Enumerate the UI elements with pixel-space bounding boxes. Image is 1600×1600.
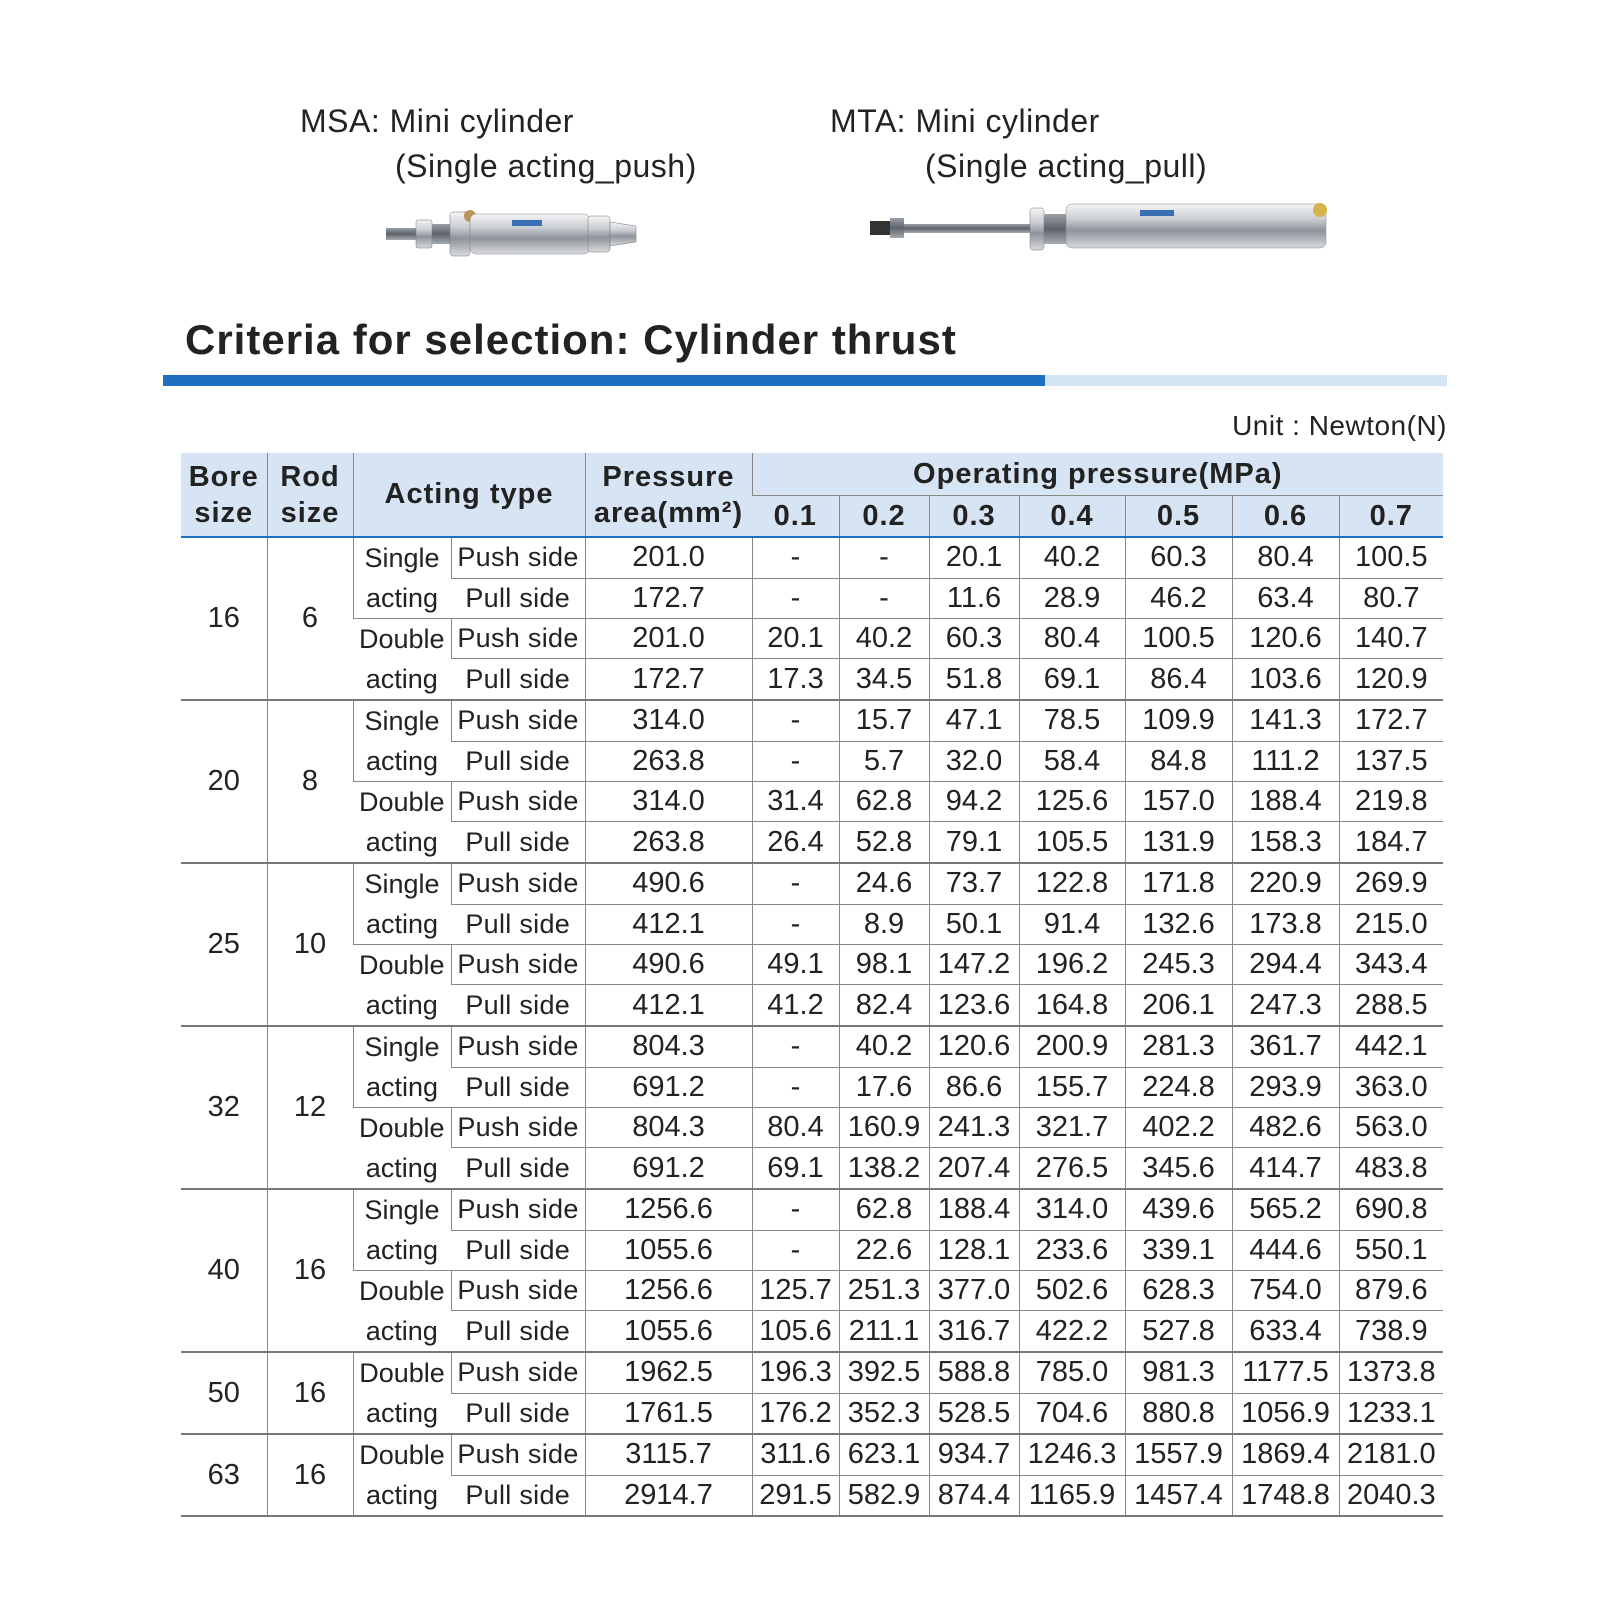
thrust-value-cell: 8.9: [839, 904, 929, 945]
pressure-area-cell: 412.1: [585, 985, 752, 1026]
table-row: [181, 700, 1443, 741]
thrust-value-cell: 80.4: [1019, 619, 1125, 659]
side-cell: Push side: [451, 863, 585, 904]
acting-type-cell: Single acting: [353, 863, 451, 945]
thrust-value-cell: 1177.5: [1232, 1352, 1339, 1393]
pressure-area-cell: 3115.7: [585, 1434, 752, 1475]
product-subtitle: (Single acting_pull): [925, 148, 1208, 184]
side-cell: Pull side: [451, 578, 585, 619]
table-row: [181, 782, 1443, 822]
acting-type-cell: Double acting: [353, 1434, 451, 1516]
product-caption-mta: [830, 103, 1207, 185]
thrust-value-cell: 247.3: [1232, 985, 1339, 1026]
pressure-area-cell: 2914.7: [585, 1475, 752, 1516]
header-acting-type: Acting type: [353, 453, 585, 537]
acting-type-cell: Single acting: [353, 700, 451, 782]
acting-type-cell: Double acting: [353, 1352, 451, 1434]
thrust-value-cell: 157.0: [1125, 782, 1232, 822]
acting-type-cell: Double acting: [353, 1108, 451, 1190]
thrust-value-cell: 34.5: [839, 659, 929, 700]
side-cell: Push side: [451, 1352, 585, 1393]
thrust-value-cell: 132.6: [1125, 904, 1232, 945]
thrust-value-cell: 69.1: [752, 1148, 839, 1189]
thrust-value-cell: 233.6: [1019, 1230, 1125, 1271]
side-cell: Pull side: [451, 904, 585, 945]
thrust-value-cell: 32.0: [929, 741, 1019, 782]
thrust-value-cell: 582.9: [839, 1475, 929, 1516]
thrust-value-cell: 5.7: [839, 741, 929, 782]
bore-size-cell: 32: [181, 1026, 267, 1189]
acting-type-cell: Double acting: [353, 782, 451, 864]
thrust-value-cell: 86.4: [1125, 659, 1232, 700]
thrust-value-cell: 291.5: [752, 1475, 839, 1516]
thrust-value-cell: 120.9: [1339, 659, 1443, 700]
thrust-value-cell: 220.9: [1232, 863, 1339, 904]
rod-size-cell: 16: [267, 1434, 353, 1516]
thrust-value-cell: 122.8: [1019, 863, 1125, 904]
thrust-value-cell: 281.3: [1125, 1026, 1232, 1067]
header-pressure-0.7: 0.7: [1339, 496, 1443, 538]
thrust-value-cell: 60.3: [1125, 537, 1232, 578]
thrust-value-cell: 109.9: [1125, 700, 1232, 741]
thrust-value-cell: 874.4: [929, 1475, 1019, 1516]
thrust-value-cell: 80.4: [1232, 537, 1339, 578]
pressure-area-cell: 1256.6: [585, 1271, 752, 1311]
thrust-value-cell: 316.7: [929, 1311, 1019, 1352]
thrust-value-cell: 704.6: [1019, 1393, 1125, 1434]
table-row: [181, 863, 1443, 904]
side-cell: Push side: [451, 619, 585, 659]
thrust-value-cell: 62.8: [839, 782, 929, 822]
pressure-area-cell: 1055.6: [585, 1311, 752, 1352]
thrust-value-cell: 311.6: [752, 1434, 839, 1475]
rod-size-cell: 10: [267, 863, 353, 1026]
table-row: [181, 1026, 1443, 1067]
thrust-value-cell: 528.5: [929, 1393, 1019, 1434]
thrust-value-cell: 880.8: [1125, 1393, 1232, 1434]
thrust-value-cell: 84.8: [1125, 741, 1232, 782]
thrust-value-cell: 100.5: [1339, 537, 1443, 578]
thrust-value-cell: 293.9: [1232, 1067, 1339, 1108]
table-row: [181, 619, 1443, 659]
thrust-value-cell: -: [839, 578, 929, 619]
bore-size-cell: 40: [181, 1189, 267, 1352]
thrust-value-cell: 140.7: [1339, 619, 1443, 659]
thrust-value-cell: 73.7: [929, 863, 1019, 904]
thrust-value-cell: 200.9: [1019, 1026, 1125, 1067]
thrust-value-cell: 164.8: [1019, 985, 1125, 1026]
thrust-value-cell: 94.2: [929, 782, 1019, 822]
thrust-value-cell: 15.7: [839, 700, 929, 741]
thrust-value-cell: 934.7: [929, 1434, 1019, 1475]
thrust-value-cell: 69.1: [1019, 659, 1125, 700]
side-cell: Push side: [451, 537, 585, 578]
thrust-value-cell: 86.6: [929, 1067, 1019, 1108]
thrust-value-cell: 392.5: [839, 1352, 929, 1393]
thrust-value-cell: 24.6: [839, 863, 929, 904]
thrust-value-cell: 1869.4: [1232, 1434, 1339, 1475]
thrust-value-cell: 224.8: [1125, 1067, 1232, 1108]
header-bore-size: Bore size: [181, 453, 267, 537]
thrust-value-cell: 46.2: [1125, 578, 1232, 619]
side-cell: Pull side: [451, 985, 585, 1026]
thrust-value-cell: 206.1: [1125, 985, 1232, 1026]
header-rod-size: Rod size: [267, 453, 353, 537]
thrust-value-cell: 105.5: [1019, 822, 1125, 863]
thrust-value-cell: 294.4: [1232, 945, 1339, 985]
rod-size-cell: 16: [267, 1189, 353, 1352]
thrust-value-cell: 40.2: [839, 619, 929, 659]
acting-type-cell: Single acting: [353, 537, 451, 619]
thrust-value-cell: 422.2: [1019, 1311, 1125, 1352]
thrust-value-cell: 158.3: [1232, 822, 1339, 863]
thrust-value-cell: 527.8: [1125, 1311, 1232, 1352]
acting-type-cell: Double acting: [353, 1271, 451, 1353]
thrust-value-cell: 276.5: [1019, 1148, 1125, 1189]
thrust-value-cell: 1373.8: [1339, 1352, 1443, 1393]
thrust-value-cell: 343.4: [1339, 945, 1443, 985]
thrust-value-cell: 20.1: [752, 619, 839, 659]
thrust-value-cell: 482.6: [1232, 1108, 1339, 1148]
thrust-value-cell: 58.4: [1019, 741, 1125, 782]
side-cell: Pull side: [451, 1311, 585, 1352]
thrust-value-cell: 288.5: [1339, 985, 1443, 1026]
thrust-value-cell: 184.7: [1339, 822, 1443, 863]
table-row: [181, 1352, 1443, 1393]
thrust-value-cell: 1056.9: [1232, 1393, 1339, 1434]
pressure-area-cell: 804.3: [585, 1108, 752, 1148]
thrust-value-cell: 78.5: [1019, 700, 1125, 741]
thrust-value-cell: 483.8: [1339, 1148, 1443, 1189]
thrust-value-cell: 550.1: [1339, 1230, 1443, 1271]
msa-cylinder-image: [384, 200, 654, 270]
thrust-value-cell: 241.3: [929, 1108, 1019, 1148]
acting-type-cell: Single acting: [353, 1026, 451, 1108]
thrust-value-cell: 690.8: [1339, 1189, 1443, 1230]
bore-size-cell: 63: [181, 1434, 267, 1516]
header-pressure-0.4: 0.4: [1019, 496, 1125, 538]
rod-size-cell: 12: [267, 1026, 353, 1189]
thrust-value-cell: 47.1: [929, 700, 1019, 741]
thrust-value-cell: 563.0: [1339, 1108, 1443, 1148]
thrust-value-cell: 173.8: [1232, 904, 1339, 945]
side-cell: Pull side: [451, 1393, 585, 1434]
thrust-value-cell: 785.0: [1019, 1352, 1125, 1393]
thrust-value-cell: 82.4: [839, 985, 929, 1026]
unit-label: Unit : Newton(N): [1232, 410, 1447, 441]
cylinder-thrust-table: [181, 453, 1443, 1517]
side-cell: Pull side: [451, 741, 585, 782]
side-cell: Push side: [451, 1108, 585, 1148]
thrust-value-cell: 20.1: [929, 537, 1019, 578]
product-subtitle: (Single acting_push): [395, 148, 697, 184]
thrust-value-cell: -: [752, 1067, 839, 1108]
table-row: [181, 1271, 1443, 1311]
thrust-value-cell: 62.8: [839, 1189, 929, 1230]
side-cell: Push side: [451, 700, 585, 741]
bore-size-cell: 20: [181, 700, 267, 863]
thrust-value-cell: -: [752, 578, 839, 619]
thrust-value-cell: 1233.1: [1339, 1393, 1443, 1434]
thrust-value-cell: 188.4: [929, 1189, 1019, 1230]
bore-size-cell: 25: [181, 863, 267, 1026]
product-title: MSA: Mini cylinder: [300, 103, 574, 139]
title-underline-accent: [163, 375, 1045, 386]
side-cell: Push side: [451, 1434, 585, 1475]
thrust-value-cell: 196.2: [1019, 945, 1125, 985]
thrust-value-cell: 1557.9: [1125, 1434, 1232, 1475]
thrust-value-cell: 1246.3: [1019, 1434, 1125, 1475]
thrust-value-cell: 123.6: [929, 985, 1019, 1026]
thrust-value-cell: 754.0: [1232, 1271, 1339, 1311]
acting-type-cell: Single acting: [353, 1189, 451, 1271]
header-pressure-0.3: 0.3: [929, 496, 1019, 538]
side-cell: Pull side: [451, 1475, 585, 1516]
thrust-value-cell: 215.0: [1339, 904, 1443, 945]
title-underline-light: [1045, 375, 1447, 386]
thrust-value-cell: 444.6: [1232, 1230, 1339, 1271]
thrust-value-cell: 245.3: [1125, 945, 1232, 985]
table-row: [181, 1434, 1443, 1475]
thrust-value-cell: 51.8: [929, 659, 1019, 700]
thrust-value-cell: 363.0: [1339, 1067, 1443, 1108]
thrust-value-cell: 63.4: [1232, 578, 1339, 619]
pressure-area-cell: 691.2: [585, 1148, 752, 1189]
pressure-area-cell: 263.8: [585, 741, 752, 782]
thrust-value-cell: 565.2: [1232, 1189, 1339, 1230]
thrust-value-cell: 502.6: [1019, 1271, 1125, 1311]
thrust-value-cell: 41.2: [752, 985, 839, 1026]
thrust-value-cell: 588.8: [929, 1352, 1019, 1393]
thrust-value-cell: 2040.3: [1339, 1475, 1443, 1516]
thrust-value-cell: 17.3: [752, 659, 839, 700]
thrust-value-cell: 251.3: [839, 1271, 929, 1311]
thrust-value-cell: 738.9: [1339, 1311, 1443, 1352]
thrust-value-cell: 31.4: [752, 782, 839, 822]
thrust-value-cell: 91.4: [1019, 904, 1125, 945]
thrust-value-cell: 188.4: [1232, 782, 1339, 822]
product-caption-msa: [300, 103, 697, 185]
thrust-value-cell: 60.3: [929, 619, 1019, 659]
thrust-value-cell: 79.1: [929, 822, 1019, 863]
pressure-area-cell: 1761.5: [585, 1393, 752, 1434]
pressure-area-cell: 314.0: [585, 782, 752, 822]
thrust-value-cell: 171.8: [1125, 863, 1232, 904]
thrust-value-cell: 219.8: [1339, 782, 1443, 822]
table-row: [181, 537, 1443, 578]
pressure-area-cell: 172.7: [585, 659, 752, 700]
bore-size-cell: 50: [181, 1352, 267, 1434]
thrust-value-cell: 100.5: [1125, 619, 1232, 659]
thrust-value-cell: -: [752, 863, 839, 904]
thrust-value-cell: 103.6: [1232, 659, 1339, 700]
thrust-value-cell: -: [752, 1189, 839, 1230]
rod-size-cell: 6: [267, 537, 353, 700]
thrust-value-cell: 628.3: [1125, 1271, 1232, 1311]
thrust-value-cell: 361.7: [1232, 1026, 1339, 1067]
thrust-value-cell: 125.7: [752, 1271, 839, 1311]
thrust-value-cell: 105.6: [752, 1311, 839, 1352]
thrust-value-cell: 131.9: [1125, 822, 1232, 863]
thrust-value-cell: 138.2: [839, 1148, 929, 1189]
thrust-value-cell: -: [752, 1026, 839, 1067]
header-pressure-0.2: 0.2: [839, 496, 929, 538]
thrust-value-cell: 1457.4: [1125, 1475, 1232, 1516]
thrust-value-cell: 207.4: [929, 1148, 1019, 1189]
thrust-value-cell: 120.6: [929, 1026, 1019, 1067]
thrust-value-cell: -: [752, 700, 839, 741]
thrust-value-cell: 172.7: [1339, 700, 1443, 741]
pressure-area-cell: 314.0: [585, 700, 752, 741]
pressure-area-cell: 804.3: [585, 1026, 752, 1067]
thrust-value-cell: 22.6: [839, 1230, 929, 1271]
side-cell: Pull side: [451, 822, 585, 863]
thrust-value-cell: 402.2: [1125, 1108, 1232, 1148]
thrust-value-cell: 314.0: [1019, 1189, 1125, 1230]
thrust-value-cell: 160.9: [839, 1108, 929, 1148]
thrust-value-cell: 414.7: [1232, 1148, 1339, 1189]
thrust-value-cell: -: [752, 904, 839, 945]
thrust-value-cell: 128.1: [929, 1230, 1019, 1271]
thrust-value-cell: 339.1: [1125, 1230, 1232, 1271]
thrust-value-cell: 633.4: [1232, 1311, 1339, 1352]
thrust-value-cell: -: [752, 741, 839, 782]
pressure-area-cell: 263.8: [585, 822, 752, 863]
pressure-area-cell: 490.6: [585, 945, 752, 985]
thrust-value-cell: 137.5: [1339, 741, 1443, 782]
side-cell: Push side: [451, 945, 585, 985]
thrust-value-cell: 2181.0: [1339, 1434, 1443, 1475]
thrust-value-cell: 623.1: [839, 1434, 929, 1475]
pressure-area-cell: 201.0: [585, 619, 752, 659]
thrust-value-cell: 80.4: [752, 1108, 839, 1148]
acting-type-cell: Double acting: [353, 945, 451, 1027]
thrust-value-cell: 80.7: [1339, 578, 1443, 619]
product-title: MTA: Mini cylinder: [830, 103, 1100, 139]
thrust-value-cell: 125.6: [1019, 782, 1125, 822]
thrust-value-cell: 981.3: [1125, 1352, 1232, 1393]
pressure-area-cell: 691.2: [585, 1067, 752, 1108]
thrust-value-cell: 211.1: [839, 1311, 929, 1352]
pressure-area-cell: 172.7: [585, 578, 752, 619]
pressure-area-cell: 1962.5: [585, 1352, 752, 1393]
thrust-value-cell: 1165.9: [1019, 1475, 1125, 1516]
thrust-value-cell: 269.9: [1339, 863, 1443, 904]
thrust-value-cell: 321.7: [1019, 1108, 1125, 1148]
thrust-value-cell: 40.2: [1019, 537, 1125, 578]
thrust-value-cell: 49.1: [752, 945, 839, 985]
thrust-value-cell: 141.3: [1232, 700, 1339, 741]
header-pressure-0.6: 0.6: [1232, 496, 1339, 538]
mta-cylinder-image: [870, 198, 1330, 263]
side-cell: Push side: [451, 1271, 585, 1311]
bore-size-cell: 16: [181, 537, 267, 700]
header-pressure-0.1: 0.1: [752, 496, 839, 538]
side-cell: Push side: [451, 782, 585, 822]
thrust-value-cell: 52.8: [839, 822, 929, 863]
thrust-value-cell: 352.3: [839, 1393, 929, 1434]
thrust-value-cell: 147.2: [929, 945, 1019, 985]
thrust-value-cell: 439.6: [1125, 1189, 1232, 1230]
pressure-area-cell: 412.1: [585, 904, 752, 945]
thrust-value-cell: 176.2: [752, 1393, 839, 1434]
thrust-value-cell: 120.6: [1232, 619, 1339, 659]
thrust-value-cell: -: [752, 537, 839, 578]
section-title: Criteria for selection: Cylinder thrust: [185, 316, 957, 363]
header-pressure-area: Pressure area(mm²): [585, 453, 752, 537]
rod-size-cell: 16: [267, 1352, 353, 1434]
side-cell: Pull side: [451, 659, 585, 700]
thrust-value-cell: 345.6: [1125, 1148, 1232, 1189]
thrust-value-cell: 98.1: [839, 945, 929, 985]
thrust-value-cell: 17.6: [839, 1067, 929, 1108]
thrust-value-cell: 11.6: [929, 578, 1019, 619]
table-row: [181, 1189, 1443, 1230]
table-row: [181, 945, 1443, 985]
thrust-value-cell: -: [839, 537, 929, 578]
thrust-value-cell: 1748.8: [1232, 1475, 1339, 1516]
side-cell: Push side: [451, 1026, 585, 1067]
side-cell: Pull side: [451, 1067, 585, 1108]
thrust-value-cell: 442.1: [1339, 1026, 1443, 1067]
side-cell: Pull side: [451, 1230, 585, 1271]
pressure-area-cell: 1055.6: [585, 1230, 752, 1271]
pressure-area-cell: 490.6: [585, 863, 752, 904]
thrust-value-cell: 26.4: [752, 822, 839, 863]
acting-type-cell: Double acting: [353, 619, 451, 701]
thrust-value-cell: 377.0: [929, 1271, 1019, 1311]
thrust-value-cell: -: [752, 1230, 839, 1271]
header-pressure-0.5: 0.5: [1125, 496, 1232, 538]
thrust-value-cell: 196.3: [752, 1352, 839, 1393]
thrust-value-cell: 155.7: [1019, 1067, 1125, 1108]
thrust-value-cell: 879.6: [1339, 1271, 1443, 1311]
table-row: [181, 1108, 1443, 1148]
thrust-value-cell: 28.9: [1019, 578, 1125, 619]
rod-size-cell: 8: [267, 700, 353, 863]
side-cell: Pull side: [451, 1148, 585, 1189]
pressure-area-cell: 201.0: [585, 537, 752, 578]
thrust-value-cell: 111.2: [1232, 741, 1339, 782]
header-operating-pressure: Operating pressure(MPa): [752, 453, 1443, 496]
thrust-value-cell: 50.1: [929, 904, 1019, 945]
side-cell: Push side: [451, 1189, 585, 1230]
thrust-value-cell: 40.2: [839, 1026, 929, 1067]
pressure-area-cell: 1256.6: [585, 1189, 752, 1230]
